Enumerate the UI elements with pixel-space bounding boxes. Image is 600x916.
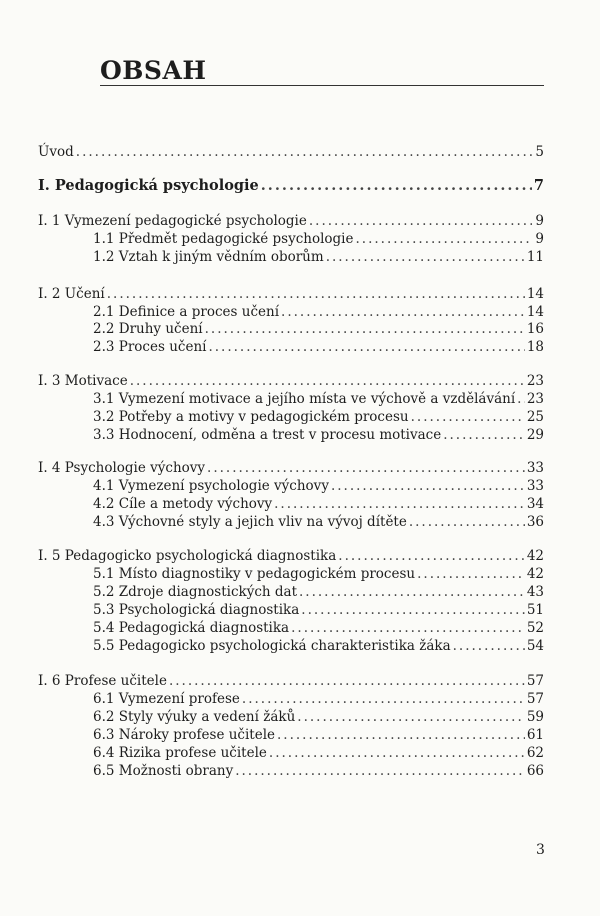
toc-subentry [93, 231, 544, 251]
toc-subentry [93, 727, 544, 747]
toc-entry-page: 57 [526, 673, 544, 689]
toc-entry-text: I. Pedagogická psychologie [38, 177, 259, 194]
toc-subentry [93, 602, 544, 622]
toc-leader [277, 727, 525, 743]
toc-entry-text: Úvod [38, 144, 74, 160]
toc-entry-text: 6.3 Nároky profese učitele [93, 727, 276, 743]
toc-leader [281, 304, 525, 320]
toc-leader [208, 339, 524, 355]
toc-entry-page: 34 [526, 496, 544, 512]
toc-leader [331, 478, 525, 494]
toc-entry-page: 33 [526, 478, 544, 494]
toc-entry-text: 5.5 Pedagogicko psychologická charakteristika žáka [93, 638, 451, 654]
toc-subentry [93, 745, 544, 765]
toc-entry-text: 1.2 Vztah k jiným vědním oborům [93, 249, 324, 265]
toc-entry-page: 7 [533, 177, 544, 194]
page-number: 3 [536, 842, 545, 858]
toc-entry-text: 2.2 Druhy učení [93, 321, 203, 337]
title-rule [100, 85, 544, 86]
toc-leader [169, 673, 525, 689]
page-title: OBSAH [100, 56, 207, 85]
toc-entry-text: 2.1 Definice a proces učení [93, 304, 280, 320]
toc-entry-page: 57 [526, 691, 544, 707]
toc-subentry [93, 321, 544, 341]
toc-entry-page: 62 [526, 745, 544, 761]
toc-leader [411, 409, 525, 425]
toc-leader [205, 321, 525, 337]
toc-subentry [93, 478, 544, 498]
toc-entry-page: 33 [526, 460, 544, 476]
toc-entry-page: 14 [526, 286, 544, 302]
toc-leader [517, 391, 525, 407]
toc-entry [38, 548, 544, 568]
toc-subentry [93, 691, 544, 711]
toc-subentry [93, 249, 544, 269]
toc-subentry [93, 709, 544, 729]
toc-leader [242, 691, 525, 707]
toc-leader [417, 566, 525, 582]
toc-entry-page: 11 [526, 249, 544, 265]
toc-entry-text: 4.3 Výchovné styly a jejich vliv na vývoj dítěte [93, 514, 407, 530]
toc-subentry [93, 391, 544, 411]
toc-entry-page: 9 [535, 231, 544, 247]
toc-entry-text: I. 3 Motivace [38, 373, 128, 389]
toc-leader [297, 709, 525, 725]
toc-leader [274, 496, 525, 512]
toc-subentry [93, 763, 544, 783]
toc-entry [38, 213, 544, 233]
toc-entry-text: 6.1 Vymezení profese [93, 691, 240, 707]
toc-entry-text: 2.3 Proces učení [93, 339, 207, 355]
toc-entry-text: 4.1 Vymezení psychologie výchovy [93, 478, 329, 494]
toc-subentry [93, 584, 544, 604]
toc-entry-text: 5.2 Zdroje diagnostických dat [93, 584, 298, 600]
toc-entry-text: I. 5 Pedagogicko psychologická diagnostika [38, 548, 337, 564]
toc-entry-page: 36 [526, 514, 544, 530]
toc-entry-page: 25 [526, 409, 544, 425]
toc-leader [235, 763, 525, 779]
toc-entry-page: 61 [526, 727, 544, 743]
toc-subentry [93, 339, 544, 359]
toc-subentry [93, 638, 544, 658]
toc-leader [443, 427, 525, 443]
toc-leader [338, 548, 525, 564]
toc-entry-page: 59 [526, 709, 544, 725]
toc-leader [299, 584, 525, 600]
toc-entry [38, 673, 544, 693]
toc-leader [261, 177, 532, 194]
toc-entry [38, 460, 544, 480]
toc-leader [453, 638, 525, 654]
toc-subentry [93, 566, 544, 586]
toc-leader [107, 286, 525, 302]
toc-entry-text: 6.2 Styly výuky a vedení žáků [93, 709, 296, 725]
toc-entry-text: 6.5 Možnosti obrany [93, 763, 234, 779]
toc-subentry [93, 620, 544, 640]
toc-entry-page: 29 [526, 427, 544, 443]
toc-leader [291, 620, 525, 636]
toc-entry-text: 4.2 Cíle a metody výchovy [93, 496, 273, 512]
toc-subentry [93, 514, 544, 534]
toc-entry-text: 1.1 Předmět pedagogické psychologie [93, 231, 354, 247]
toc-entry [38, 373, 544, 393]
toc-entry-text: 5.3 Psychologická diagnostika [93, 602, 300, 618]
toc-chapter [38, 177, 544, 197]
toc-leader [326, 249, 525, 265]
toc-leader [269, 745, 525, 761]
toc-entry-text: 5.4 Pedagogická diagnostika [93, 620, 290, 636]
toc-leader [355, 231, 532, 247]
toc-entry-page: 9 [535, 213, 544, 229]
toc-leader [207, 460, 525, 476]
toc-leader [301, 602, 525, 618]
toc-entry-text: 5.1 Místo diagnostiky v pedagogickém procesu [93, 566, 416, 582]
toc-entry-page: 52 [526, 620, 544, 636]
toc-entry-text: 3.1 Vymezení motivace a jejího místa ve výchově a vzdělávání [93, 391, 516, 407]
toc-entry-page: 42 [526, 548, 544, 564]
toc-leader [409, 514, 525, 530]
toc-entry [38, 286, 544, 306]
toc-entry-page: 23 [526, 373, 544, 389]
toc-leader [76, 144, 532, 160]
toc-entry-page: 51 [526, 602, 544, 618]
toc-leader [130, 373, 525, 389]
toc-entry-text: 6.4 Rizika profese učitele [93, 745, 267, 761]
toc-entry-text: I. 4 Psychologie výchovy [38, 460, 206, 476]
toc-entry-page: 18 [526, 339, 544, 355]
toc-entry-text: I. 2 Učení [38, 286, 105, 302]
toc-leader [309, 213, 532, 229]
toc-subentry [93, 496, 544, 516]
toc-subentry [93, 409, 544, 429]
toc-entry-text: 3.2 Potřeby a motivy v pedagogickém procesu [93, 409, 409, 425]
toc-entry [38, 144, 544, 164]
toc-entry-page: 16 [526, 321, 544, 337]
toc-entry-page: 66 [526, 763, 544, 779]
toc-entry-text: I. 6 Profese učitele [38, 673, 167, 689]
toc-entry-text: I. 1 Vymezení pedagogické psychologie [38, 213, 307, 229]
toc-entry-page: 42 [526, 566, 544, 582]
toc-entry-text: 3.3 Hodnocení, odměna a trest v procesu motivace [93, 427, 442, 443]
toc-entry-page: 43 [526, 584, 544, 600]
toc-entry-page: 14 [526, 304, 544, 320]
toc-entry-page: 54 [526, 638, 544, 654]
toc-subentry [93, 427, 544, 447]
toc-entry-page: 23 [526, 391, 544, 407]
toc-entry-page: 5 [535, 144, 544, 160]
